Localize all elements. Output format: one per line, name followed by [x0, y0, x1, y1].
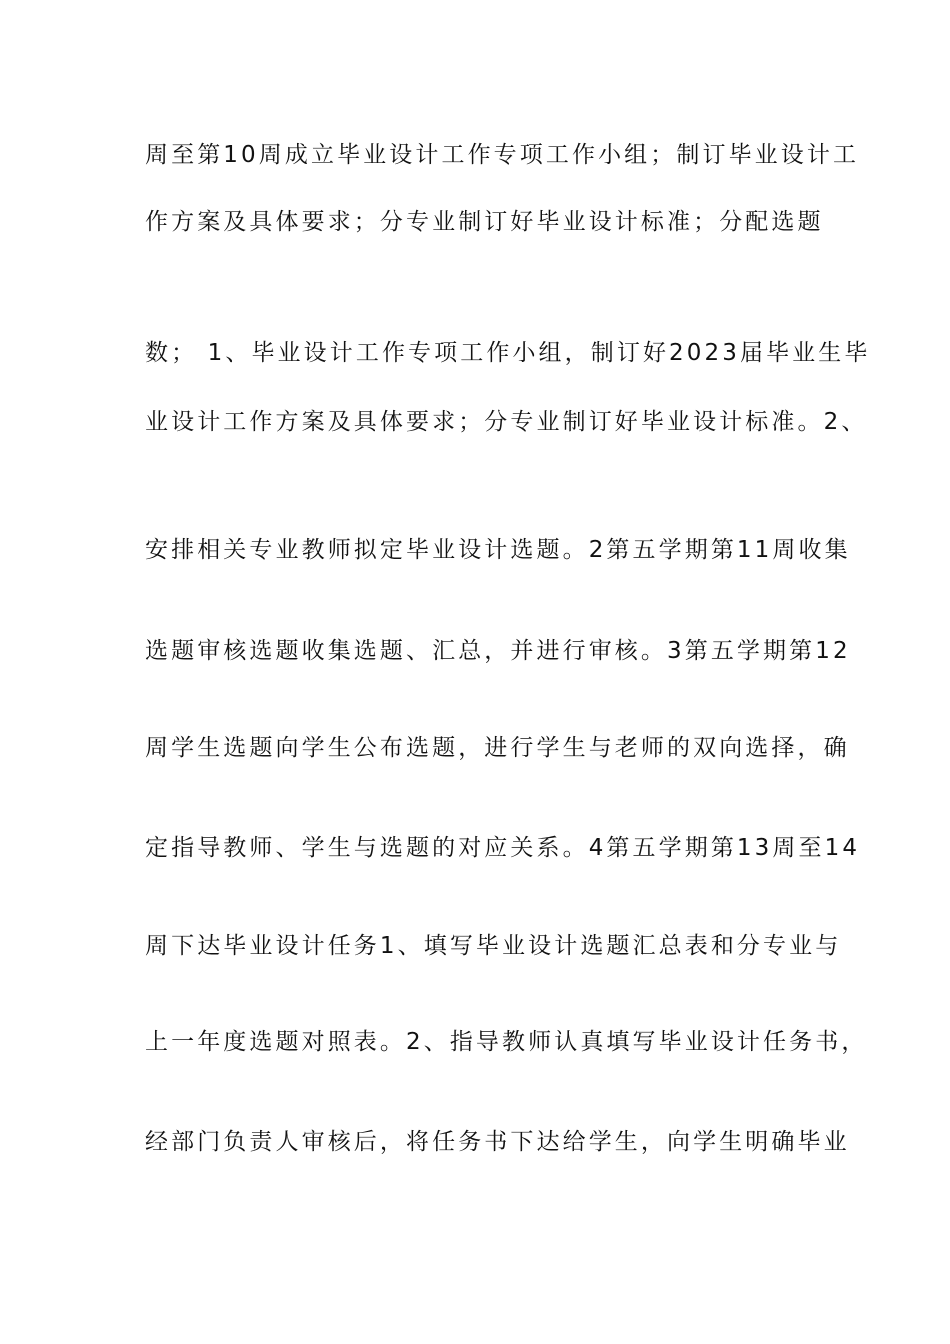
- text-line: 周下达毕业设计任务1、填写毕业设计选题汇总表和分专业与: [145, 933, 842, 959]
- text-line: 安排相关专业教师拟定毕业设计选题。2第五学期第11周收集: [145, 537, 851, 563]
- text-line: 上一年度选题对照表。2、指导教师认真填写毕业设计任务书，: [145, 1029, 868, 1055]
- text-line: 周至第10周成立毕业设计工作专项工作小组；制订毕业设计工: [145, 142, 860, 168]
- text-line: 周学生选题向学生公布选题，进行学生与老师的双向选择，确: [145, 735, 850, 761]
- text-line: 选题审核选题收集选题、汇总，并进行审核。3第五学期第12: [145, 638, 851, 664]
- text-line: 经部门负责人审核后，将任务书下达给学生，向学生明确毕业: [145, 1129, 850, 1155]
- text-line: 定指导教师、学生与选题的对应关系。4第五学期第13周至14: [145, 835, 861, 861]
- text-line: 作方案及具体要求；分专业制订好毕业设计标准；分配选题: [145, 209, 824, 235]
- text-line: 业设计工作方案及具体要求；分专业制订好毕业设计标准。2、: [145, 409, 868, 435]
- text-line: 数； 1、毕业设计工作专项工作小组，制订好2023届毕业生毕: [145, 340, 871, 366]
